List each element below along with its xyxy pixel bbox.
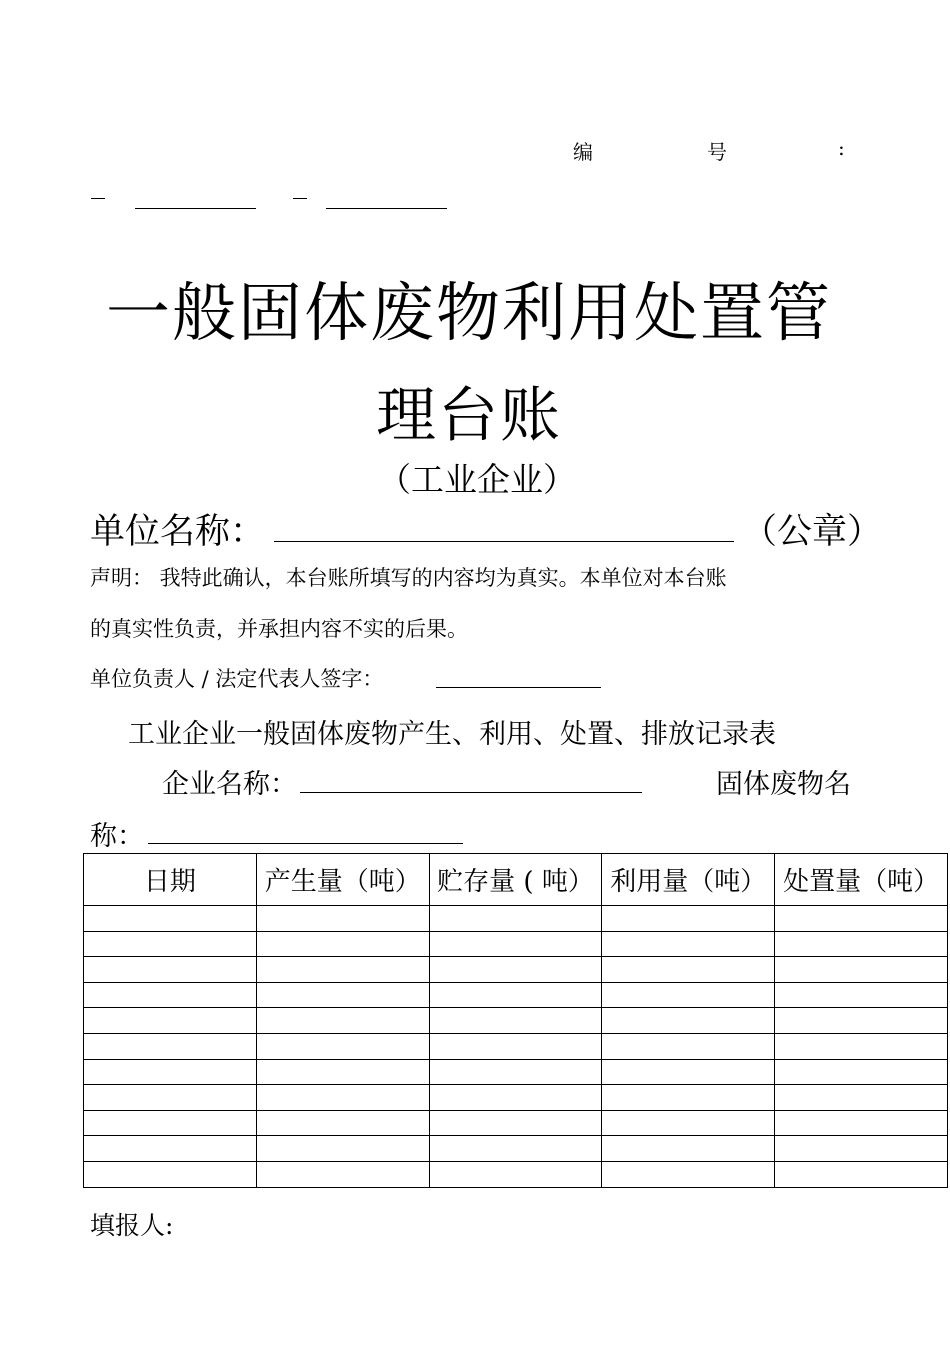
table-cell[interactable]: [84, 982, 257, 1008]
table-row: [84, 931, 948, 957]
table-cell[interactable]: [256, 906, 429, 932]
ledger-body: [84, 906, 948, 1188]
table-cell[interactable]: [775, 931, 948, 957]
table-cell[interactable]: [84, 931, 257, 957]
table-row: [84, 1033, 948, 1059]
table-cell[interactable]: [84, 906, 257, 932]
signature-field[interactable]: [436, 687, 601, 688]
table-cell[interactable]: [84, 1008, 257, 1034]
table-cell[interactable]: [775, 1033, 948, 1059]
document-subtitle: （工业企业）: [378, 460, 576, 499]
number-label-char-2: 号: [707, 140, 727, 164]
table-cell[interactable]: [602, 982, 775, 1008]
table-cell[interactable]: [429, 957, 602, 983]
table-cell[interactable]: [602, 1033, 775, 1059]
table-cell[interactable]: [256, 1085, 429, 1111]
form-title: 工业企业一般固体废物产生、利用、处置、排放记录表: [128, 719, 776, 750]
table-cell[interactable]: [84, 1085, 257, 1111]
waste-name-label-part-2: 称：: [90, 821, 144, 852]
table-cell[interactable]: [429, 1085, 602, 1111]
number-dash-2: [293, 198, 307, 199]
column-header-generated: 产生量（吨）: [256, 854, 429, 906]
filler-label: 填报人:: [90, 1211, 174, 1240]
table-cell[interactable]: [775, 1161, 948, 1187]
table-cell[interactable]: [429, 1161, 602, 1187]
table-row: [84, 906, 948, 932]
table-row: [84, 1161, 948, 1187]
table-cell[interactable]: [775, 1110, 948, 1136]
signature-label: 单位负责人 / 法定代表人签字：: [90, 667, 384, 691]
table-cell[interactable]: [256, 1136, 429, 1162]
table-cell[interactable]: [602, 1161, 775, 1187]
table-row: [84, 1110, 948, 1136]
seal-label: （公章）: [742, 512, 883, 552]
table-cell[interactable]: [256, 957, 429, 983]
table-cell[interactable]: [602, 1008, 775, 1034]
table-cell[interactable]: [775, 982, 948, 1008]
table-cell[interactable]: [602, 957, 775, 983]
table-cell[interactable]: [84, 957, 257, 983]
statement-line-1: 声明： 我特此确认，本台账所填写的内容均为真实。本单位对本台账: [90, 566, 727, 590]
table-row: [84, 1059, 948, 1085]
column-header-date: 日期: [84, 854, 257, 906]
table-cell[interactable]: [429, 1033, 602, 1059]
table-cell[interactable]: [602, 906, 775, 932]
table-cell[interactable]: [775, 1136, 948, 1162]
column-header-utilized: 利用量（吨）: [602, 854, 775, 906]
table-cell[interactable]: [84, 1033, 257, 1059]
table-row: [84, 1008, 948, 1034]
enterprise-name-label: 企业名称：: [162, 769, 297, 800]
number-field-2[interactable]: [326, 208, 447, 209]
waste-name-label-part-1: 固体废物名: [716, 769, 851, 800]
table-cell[interactable]: [602, 1085, 775, 1111]
column-header-disposed: 处置量（吨）: [775, 854, 948, 906]
table-cell[interactable]: [429, 931, 602, 957]
table-cell[interactable]: [256, 982, 429, 1008]
table-cell[interactable]: [256, 1008, 429, 1034]
table-cell[interactable]: [429, 906, 602, 932]
table-cell[interactable]: [429, 1059, 602, 1085]
table-cell[interactable]: [775, 1085, 948, 1111]
number-field-1[interactable]: [135, 208, 256, 209]
table-cell[interactable]: [775, 1059, 948, 1085]
table-row: [84, 982, 948, 1008]
table-cell[interactable]: [84, 1059, 257, 1085]
table-cell[interactable]: [602, 1136, 775, 1162]
table-cell[interactable]: [429, 1110, 602, 1136]
unit-name-field[interactable]: [274, 541, 734, 542]
statement-line-2: 的真实性负责，并承担内容不实的后果。: [90, 617, 468, 641]
table-row: [84, 1136, 948, 1162]
table-cell[interactable]: [602, 931, 775, 957]
table-cell[interactable]: [775, 906, 948, 932]
ledger-table: [83, 853, 948, 1188]
ledger-header-row: [84, 854, 948, 906]
unit-name-label: 单位名称：: [90, 512, 266, 552]
table-cell[interactable]: [256, 931, 429, 957]
table-cell[interactable]: [256, 1110, 429, 1136]
number-label-char-1: 编: [573, 140, 593, 164]
table-row: [84, 1085, 948, 1111]
column-header-stored: 贮存量 ( 吨）: [429, 854, 602, 906]
table-cell[interactable]: [84, 1161, 257, 1187]
document-title-line-1: 一般固体废物利用处置管: [106, 277, 832, 351]
table-cell[interactable]: [602, 1059, 775, 1085]
table-cell[interactable]: [775, 1008, 948, 1034]
table-cell[interactable]: [602, 1110, 775, 1136]
table-row: [84, 957, 948, 983]
number-label-colon: :: [838, 136, 845, 160]
table-cell[interactable]: [429, 982, 602, 1008]
table-cell[interactable]: [775, 957, 948, 983]
waste-name-field[interactable]: [148, 843, 463, 844]
table-cell[interactable]: [429, 1136, 602, 1162]
number-dash-1: [91, 198, 105, 199]
table-cell[interactable]: [84, 1136, 257, 1162]
table-cell[interactable]: [256, 1059, 429, 1085]
table-cell[interactable]: [256, 1033, 429, 1059]
enterprise-name-field[interactable]: [300, 792, 642, 793]
document-title-line-2: 理台账: [376, 381, 562, 451]
table-cell[interactable]: [84, 1110, 257, 1136]
table-cell[interactable]: [429, 1008, 602, 1034]
table-cell[interactable]: [256, 1161, 429, 1187]
